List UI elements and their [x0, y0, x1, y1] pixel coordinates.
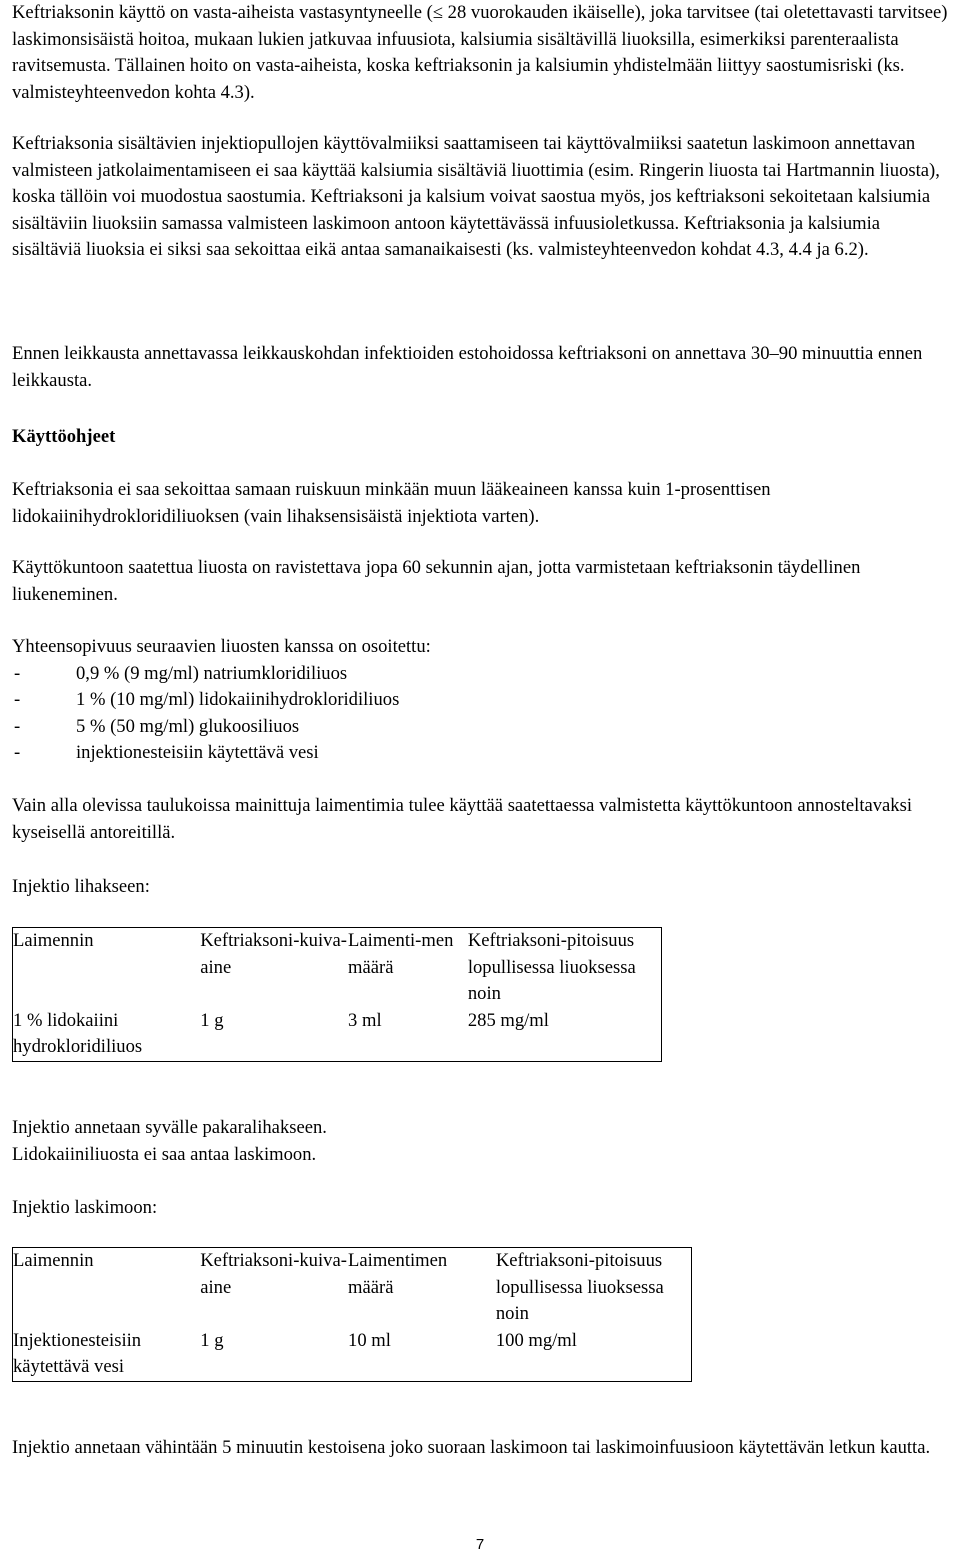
- iv-table-caption: Injektio laskimoon:: [12, 1197, 158, 1218]
- paragraph-calcium-solutions: Keftriaksonia sisältävien injektiopullojen käyttövalmiiksi saattamiseen tai käyttövalmiiksi saatetun laskimoon annettavan valmisteen jatkolaimentamiseen ei saa käyttää kalsiumia sisältäviä liuottimia (esim. Ringerin liuosta tai Hartmannin liuosta), koska tällöin voi muodostua saostumia. Keftriaksoni ja kalsium voivat saostua myös, jos keftriaksoni sekoitetaan kalsiumia sisältäviin liuoksiin samassa valmisteen laskimoon antoon käytettävässä infuusioletkussa. Keftriaksonia ja kalsiumia sisältäviä liuoksia ei siksi saa sekoittaa eikä antaa samanaikaisesti (ks. valmisteyhteenvedon kohdat 4.3, 4.4 ja 6.2).: [12, 133, 940, 260]
- list-item: - 5 % (50 mg/ml) glukoosiliuos: [12, 714, 948, 741]
- table-row: [13, 1008, 662, 1062]
- iv-administration-note: Injektio annetaan vähintään 5 minuutin kestoisena joko suoraan laskimoon tai laskimoinfuusioon käytettävän letkun kautta.: [12, 1437, 931, 1458]
- im-note-deep-injection: Injektio annetaan syvälle pakaralihakseen.: [12, 1117, 327, 1138]
- list-item: - 0,9 % (9 mg/ml) natriumkloridiliuos: [12, 661, 948, 688]
- table-header-cell: Laimennin: [13, 930, 94, 951]
- section-heading-instructions: Käyttöohjeet: [12, 426, 116, 447]
- list-item: - injektionesteisiin käytettävä vesi: [12, 740, 948, 767]
- im-table-caption: Injektio lihakseen:: [12, 876, 150, 897]
- im-dilution-table: [12, 927, 662, 1062]
- table-cell: 1 g: [200, 1009, 224, 1031]
- table-cell: 285 mg/ml: [467, 1009, 549, 1031]
- table-header-row: [13, 928, 662, 1008]
- paragraph-syringe-mixing: Keftriaksonia ei saa sekoittaa samaan ruiskuun minkään muun lääkeaineen kanssa kuin 1-prosenttisen lidokaiinihydrokloridiliuoksen (vain lihaksensisäistä injektiota varten).: [12, 479, 771, 527]
- table-header-cell: Laimentimen määrä: [348, 1250, 448, 1298]
- table-header-cell: Laimennin: [13, 1250, 94, 1271]
- table-cell: 3 ml: [348, 1009, 382, 1031]
- table-cell: 10 ml: [348, 1329, 391, 1351]
- list-item: - 1 % (10 mg/ml) lidokaiinihydrokloridiliuos: [12, 687, 948, 714]
- table-header-cell: Keftriaksoni-pitoisuus lopullisessa liuoksessa noin: [495, 1250, 664, 1324]
- table-cell: Injektionesteisiin käytettävä vesi: [13, 1329, 142, 1377]
- iv-dilution-table: [12, 1247, 692, 1382]
- paragraph-shaking: Käyttökuntoon saatettua liuosta on ravistettava jopa 60 sekunnin ajan, jotta varmistetaan keftriaksonin täydellinen liukeneminen.: [12, 557, 861, 605]
- table-row: [13, 1328, 692, 1382]
- table-header-cell: Keftriaksoni-pitoisuus lopullisessa liuoksessa noin: [467, 930, 636, 1004]
- table-header-cell: Keftriaksoni-kuiva-aine: [200, 1250, 347, 1298]
- table-header-row: [13, 1248, 692, 1328]
- compatibility-intro: Yhteensopivuus seuraavien liuosten kanssa on osoitettu:: [12, 636, 431, 657]
- paragraph-diluents-note: Vain alla olevissa taulukoissa mainittuja laimentimia tulee käyttää saatettaessa valmistetta käyttökuntoon annosteltavaksi kyseisellä antoreitillä.: [12, 795, 912, 843]
- compatibility-block: [12, 634, 948, 767]
- im-note-lidocaine: Lidokaiiniliuosta ei saa antaa laskimoon.: [12, 1144, 317, 1165]
- table-header-cell: Keftriaksoni-kuiva-aine: [200, 930, 347, 978]
- paragraph-surgical-prophylaxis: Ennen leikkausta annettavassa leikkauskohdan infektioiden estohoidossa keftriaksoni on annettava 30–90 minuuttia ennen leikkausta.: [12, 343, 923, 391]
- paragraph-contraindication-neonates: Keftriaksonin käyttö on vasta-aiheista vastasyntyneelle (≤ 28 vuorokauden ikäiselle), joka tarvitsee (tai oletettavasti tarvitsee) laskimonsisäistä hoitoa, mukaan lukien jatkuvaa infuusiota, kalsiumia sisältävillä liuoksilla, esimerkiksi parenteraalista ravitsemusta. Tällainen hoito on vasta-aiheista, koska keftriaksonin ja kalsiumin yhdistelmään liittyy saostumisriski (ks. valmisteyhteenvedon kohta 4.3).: [12, 2, 948, 103]
- table-cell: 1 % lidokaiini hydrokloridiliuos: [13, 1009, 143, 1057]
- table-cell: 1 g: [200, 1329, 224, 1351]
- page-number: 7: [475, 1536, 485, 1553]
- table-header-cell: Laimenti-men määrä: [348, 930, 454, 978]
- table-cell: 100 mg/ml: [495, 1329, 577, 1351]
- compatibility-list: [12, 661, 948, 767]
